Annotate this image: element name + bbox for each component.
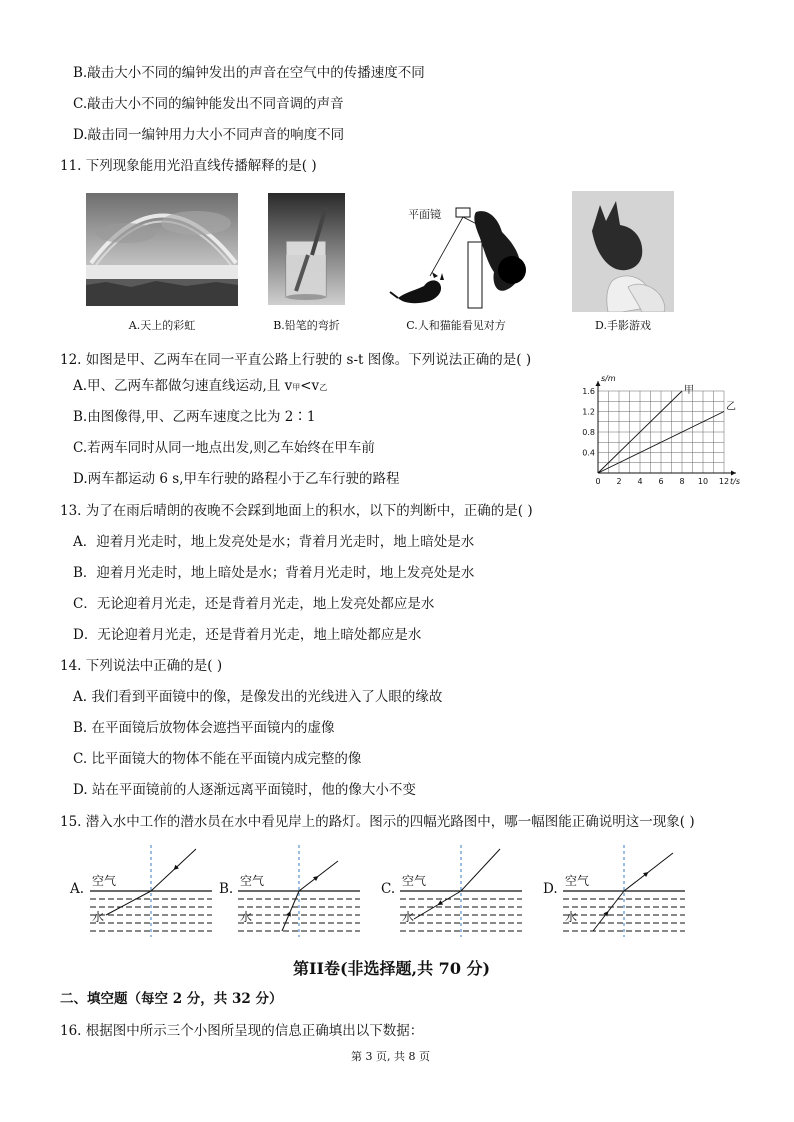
diagram-d xyxy=(563,845,685,937)
x-tick-label: 10 xyxy=(697,477,709,486)
q11-caption-a: A.天上的彩虹 xyxy=(128,319,196,332)
air-label: 空气 xyxy=(92,874,117,888)
chart-axes xyxy=(596,381,737,476)
series-label-jia: 甲 xyxy=(684,385,694,396)
q14-option-a: A. 我们看到平面镜中的像，是像发出的光线进入了人眼的缘故 xyxy=(73,689,443,705)
y-tick-label: 0.8 xyxy=(582,428,595,437)
q13-option-d: D．无论迎着月光走，还是背着月光走，地上暗处都应是水 xyxy=(73,627,422,643)
chart-grid xyxy=(598,391,724,473)
q14-stem: 14. 下列说法中正确的是( ) xyxy=(60,658,223,674)
x-tick-label: 4 xyxy=(637,477,643,486)
q12-option-c: C.若两车同时从同一地点出发,则乙车始终在甲车前 xyxy=(73,440,375,456)
x-tick-label: 12 xyxy=(718,477,730,486)
diagram-b-label: B. xyxy=(219,881,234,897)
q10-option-b: B.敲击大小不同的编钟发出的声音在空气中的传播速度不同 xyxy=(73,65,425,81)
page-footer: 第 3 页, 共 8 页 xyxy=(351,1050,430,1063)
st-chart xyxy=(570,373,746,491)
series-label-yi: 乙 xyxy=(726,401,736,413)
diagram-c-label: C. xyxy=(381,881,396,897)
q11-caption-d: D.手影游戏 xyxy=(595,319,651,332)
q13-option-b: B．迎着月光走时，地上暗处是水；背着月光走时，地上发亮处是水 xyxy=(73,565,475,581)
x-tick-label: 2 xyxy=(616,477,622,486)
x-axis-label: t/s xyxy=(730,477,740,486)
pencil-glass-image xyxy=(268,193,345,305)
y-tick-label: 1.6 xyxy=(582,387,595,396)
q11-caption-b: B.铅笔的弯折 xyxy=(273,319,340,332)
y-axis-arrow xyxy=(596,381,601,386)
mirror-label: 平面镜 xyxy=(408,208,441,221)
q11-caption-c: C.人和猫能看见对方 xyxy=(406,319,506,332)
q14-option-b: B. 在平面镜后放物体会遮挡平面镜内的虚像 xyxy=(73,720,335,736)
x-tick-label: 8 xyxy=(679,477,685,486)
q12-option-a xyxy=(73,377,327,397)
q14-option-c: C. 比平面镜大的物体不能在平面镜内成完整的像 xyxy=(73,751,362,767)
q12-option-d: D.两车都运动 6 s,甲车行驶的路程小于乙车行驶的路程 xyxy=(73,471,400,487)
air-label: 空气 xyxy=(240,874,265,888)
x-tick-label: 0 xyxy=(595,477,601,486)
section2-title: 第II卷(非选择题,共 70 分) xyxy=(293,959,491,978)
q13-option-a: A．迎着月光走时，地上发亮处是水；背着月光走时，地上暗处是水 xyxy=(73,534,475,550)
hand-shadow-image xyxy=(572,191,674,312)
y-tick-label: 1.2 xyxy=(582,407,595,417)
mirror-diagram xyxy=(388,200,538,310)
q15-stem: 15. 潜入水中工作的潜水员在水中看见岸上的路灯。图示的四幅光路图中，哪一幅图能正确说明这一现象( ) xyxy=(60,814,695,830)
q10-option-c: C.敲击大小不同的编钟能发出不同音调的声音 xyxy=(73,96,344,112)
diagram-b xyxy=(238,845,360,937)
water-label: 水 xyxy=(92,910,105,924)
ray-arrow-air xyxy=(313,876,318,881)
q13-stem: 13. 为了在雨后晴朗的夜晚不会踩到地面上的积水，以下的判断中，正确的是( ) xyxy=(60,503,533,519)
air-label: 空气 xyxy=(565,874,590,888)
diagram-d-label: D. xyxy=(543,881,558,897)
q12-option-a-prefix: A.甲、乙两车都做匀速直线运动,且 v xyxy=(73,378,293,394)
q14-option-d: D. 站在平面镜前的人逐渐远离平面镜时，他的像大小不变 xyxy=(73,782,416,798)
q12-stem: 12. 如图是甲、乙两车在同一平直公路上行驶的 s-t 图像。下列说法正确的是( ) xyxy=(60,352,532,368)
q10-option-d: D.敲击同一编钟用力大小不同声音的响度不同 xyxy=(73,127,345,143)
air-label: 空气 xyxy=(402,874,427,888)
water-label: 水 xyxy=(402,910,415,924)
y-tick-label: 0.4 xyxy=(582,448,595,458)
q12-option-a-sub1: 甲 xyxy=(292,383,301,392)
q12-option-a-sub2: 乙 xyxy=(319,383,328,392)
diagram-a-label: A. xyxy=(70,881,85,897)
ray-in-water xyxy=(106,891,151,915)
x-tick-label: 6 xyxy=(658,477,664,486)
q12-option-a-mid: <v xyxy=(300,378,320,394)
diagram-c xyxy=(400,845,522,937)
diagram-a xyxy=(90,845,212,937)
x-axis-arrow xyxy=(731,471,736,476)
ray-arrow-water xyxy=(603,911,608,916)
q16-stem: 16. 根据图中所示三个小图所呈现的信息正确填出以下数据： xyxy=(60,1023,424,1039)
q11-stem: 11. 下列现象能用光沿直线传播解释的是( ) xyxy=(60,158,317,174)
water-label: 水 xyxy=(565,910,578,924)
q12-option-b: B.由图像得,甲、乙两车速度之比为 2∶1 xyxy=(73,409,316,425)
y-axis-label: s/m xyxy=(601,374,616,383)
rainbow-image xyxy=(86,193,238,306)
water-label: 水 xyxy=(240,910,253,924)
q13-option-c: C．无论迎着月光走，还是背着月光走，地上发亮处都应是水 xyxy=(73,596,435,612)
section2-heading: 二、填空题（每空 2 分，共 32 分） xyxy=(60,991,283,1007)
ray-arrow-air xyxy=(643,872,648,877)
ray-in-air xyxy=(461,849,500,891)
